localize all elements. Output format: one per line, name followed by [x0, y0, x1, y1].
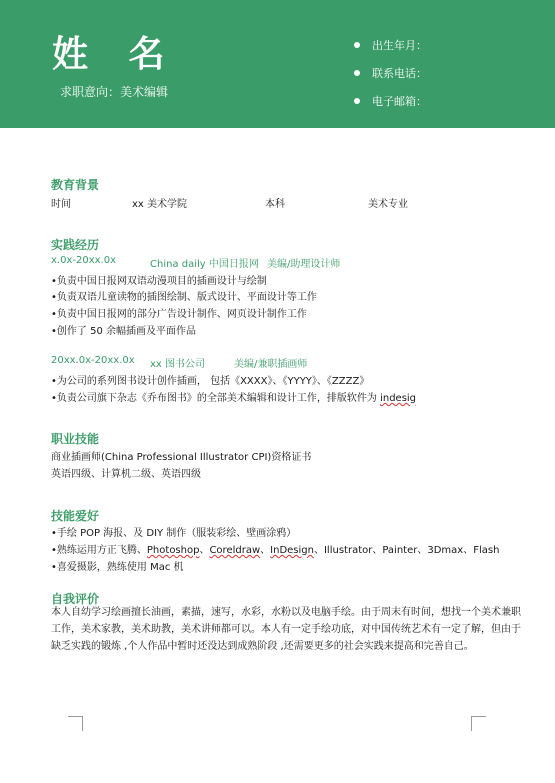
section-title-education: 教育背景: [51, 178, 100, 192]
job2-date: 20xx.0x-20xx.0x: [51, 355, 135, 366]
education-time: 时间: [51, 199, 71, 210]
education-major: 美术专业: [368, 199, 408, 210]
contact-birth: [354, 31, 427, 59]
education-school: xx 美术学院: [132, 199, 188, 210]
skill-item: 商业插画师(China Professional Illustrator CPI)资格证书: [51, 452, 312, 463]
contact-birth-label: 出生年月：: [372, 39, 427, 52]
bullet-icon: [354, 98, 360, 104]
job1-role: 美编/助理设计师: [267, 259, 341, 270]
hobby-text: 、Illustrator、Painter、3Dmax、Flash: [313, 545, 500, 556]
job1-item: •创作了 50 余幅插画及平面作品: [51, 326, 196, 337]
hobby-item: [51, 541, 499, 556]
hobby-text: 、: [199, 545, 210, 556]
hobby-software: Photoshop: [146, 545, 200, 556]
job1-item: •负责双语儿童读物的插图绘制、版式设计、平面设计等工作: [51, 292, 317, 303]
job1-company: China daily 中国日报网: [150, 259, 259, 270]
contact-email-label: 电子邮箱：: [372, 95, 427, 108]
job1-date: x.0x-20xx.0x: [51, 255, 117, 266]
job1-header: [51, 255, 341, 270]
job1-item: •负责中国日报网双语动漫项目的插画设计与绘制: [51, 276, 267, 287]
section-title-hobbies: 技能爱好: [51, 509, 100, 523]
bullet-icon: [354, 70, 360, 76]
contact-phone-label: 联系电话：: [372, 67, 427, 80]
self-eval-text: 本人自幼学习绘画擅长油画，素描，速写，水彩，水粉以及电脑手绘。由于周末有时间，想找一个美术兼职工作，美术家教，美术助教，美术讲师都可以。本人有一定手绘功底，对中国传统艺术有一定了解，但由于缺乏实践的锻炼 ,个人作品中暂时还没达到成熟阶段 ,还需要更多的社会实践来提高和完善自己。: [51, 607, 521, 652]
contact-email: [354, 87, 427, 115]
hobby-software: Coreldraw: [209, 545, 261, 556]
section-title-skills: 职业技能: [51, 432, 100, 446]
page-corner-mark: [471, 716, 486, 731]
section-title-self-eval: 自我评价: [51, 592, 100, 606]
job2-item-software: indesig: [380, 393, 417, 404]
hobby-software: InDesign: [270, 545, 314, 556]
contact-phone: [354, 59, 427, 87]
hobby-text: 、: [260, 545, 271, 556]
job-intent: 求职意向：美术编辑: [60, 85, 169, 99]
section-title-practice: 实践经历: [51, 238, 100, 252]
skill-item: 英语四级、计算机二级、英语四级: [51, 469, 201, 480]
hobby-text: •熟练运用方正飞腾、: [51, 545, 147, 556]
job2-item-text: •负责公司旗下杂志《乔布图书》的全部美术编辑和设计工作，排版软件为: [51, 393, 381, 404]
job2-item: [51, 389, 416, 404]
applicant-name: 姓 名: [52, 34, 179, 75]
resume-header: [0, 0, 555, 128]
education-degree: 本科: [265, 199, 285, 210]
job1-item: •负责中国日报网的部分广告设计制作、网页设计制作工作: [51, 309, 307, 320]
job2-company: xx 图书公司: [150, 359, 206, 370]
hobby-item: •喜爱摄影，熟练使用 Mac 机: [51, 562, 184, 573]
bullet-icon: [354, 42, 360, 48]
job2-role: 美编/兼职插画师: [234, 359, 308, 370]
hobby-item: •手绘 POP 海报、及 DIY 制作（服装彩绘、壁画涂鸦）: [51, 528, 297, 539]
page-corner-mark: [68, 716, 83, 731]
job2-item: •为公司的系列图书设计创作插画， 包括《XXXX》、《YYYY》、《ZZZZ》: [51, 376, 370, 387]
job2-header: [51, 355, 308, 370]
contact-list: [354, 31, 427, 115]
